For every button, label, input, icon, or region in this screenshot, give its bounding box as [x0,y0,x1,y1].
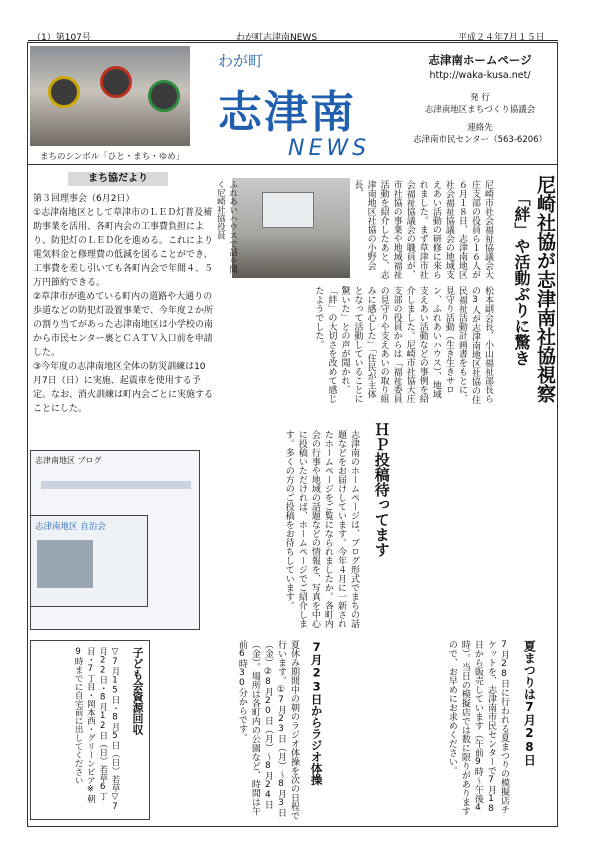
title-news: NEWS [288,136,371,161]
main-body-1 [354,180,494,280]
meeting-photo-caption: ふれあいハウスで話を聞く尼崎社協役員 [215,180,238,274]
header-rule [28,40,558,41]
publisher-block [410,52,550,145]
issue-number: （1）第107号 [32,33,91,43]
screen1-title: 志津南地区 ブログ [35,456,102,465]
symbol-yume-icon [148,80,180,112]
town-symbol-photo [30,46,190,146]
publisher-name: 志津南地区まちづくり協議会 [424,105,536,115]
recycle-item-1: ▽7月15日・8月5日（日）若草 [110,647,120,792]
summer-body: 7月28日に行われる夏まつりの模擬店チケットを、志津南市民センターで7月18日から販売しています（午前9時～午後4時）。当日の模擬店では数に限りがありますので、お早めにお求めください。 [446,640,509,816]
recycle-item-2: ▽7月22日・8月12日（日）若草 [97,647,120,812]
projector-screen [262,192,314,228]
radio-body: 夏休み期間中の朝のラジオ体操を次の日程で行います。①7月23日（月）～8月3日（金）②8月20日（月）～8月24日（金）。場所は各町内の公園など、時間は午前6時30分からです。 [236,640,299,820]
main-body-1-text: 尼崎市社会福祉協議会大庄支部の役員ら１６人が６月１８日、志津南地区社会福祉協議会の地域支えあい活動の研修に来られました。 [417,180,493,279]
main-subheadline: 「絆」や活動ぶりに驚き [512,190,531,366]
machi-dayori-body [33,192,213,416]
meeting-photo [232,178,350,278]
homepage-title: 志津南ホームページ [428,53,532,67]
title-block [196,46,401,164]
hp-headline: ＨＰ投稿待ってます [372,422,391,557]
hp-body-2: 今年４月に一新されたホームページをご覧になられましたか。 [322,430,346,628]
machi-item-2: ②草津市が進めている町内の道路や大通りの歩道などの防犯灯設置事業で、今年度２か所の割り当てがあった志津南地区は小学校の南から市民センター裏とＣＡＴＶ入口前を申請した。 [33,292,213,358]
meeting-title: 第３回理事会（6月2日） [33,194,135,204]
main-headline: 尼崎社協が志津南社協視察 [534,175,556,403]
recycle-item-4: ※朝9時までに自宅前に出してください [73,647,96,803]
hp-body [210,430,360,630]
main-body-2-text: まず草津市社会福祉協議会の職員が、市社協の事業や地域福祉活動を紹介したあと、志津南地区社協の小野会長、 [352,180,428,279]
publisher-label: 発 行 [470,93,490,103]
contact-label: 連絡先 [467,123,493,133]
contact-info: 志津南市民センター（563-6206） [412,135,548,145]
recycle-headline: 子ども会資源回収 [131,647,144,735]
machi-dayori-label: まち協だより [68,172,168,186]
machi-item-1: ①志津南地区として草津市のＬＥＤ灯普及補助事業を活用、各町内会の工事費負担により、防犯灯のＬＥＤ化を進める。これにより電気料金と修理費の低減を図ることができ、工事費を差し引いても各町内会で年間４、５万円節約できる。 [33,208,214,288]
homepage-url[interactable]: http://waka-kusa.net/ [429,70,531,81]
summer-headline: 夏まつりは7月28日 [522,640,537,766]
title-main: 志津南 [218,87,356,138]
machi-item-3: ③今年度の志津南地区全体の防災訓練は10月7日（日）に実施、起震車を使用する予定。なお、消火訓練は町内会ごとに実施することにした。 [33,362,214,414]
recycle-item-3: 6丁目・7丁目・岡本西・グリーンビア [85,647,108,801]
symbol-machi-icon [100,66,132,98]
main-body-2 [214,286,494,404]
issue-date: 平成２４年7月１５日 [458,33,545,43]
homepage-screenshot-2 [30,515,148,607]
screen2-title: 志津南地区 自治会 [35,522,106,532]
main-body-3-text: 松本副会長、小山福祉部長らの3人が志津南地区社協の住民福祉活動計画書をもとに、見守り活動（生き生きサロン、ふれあいハウス）、地域支えあい活動などの事例を紹介しました。 [404,286,493,404]
screen2-image [37,540,93,588]
hp-body-3: 各町内会の行事や地域の話題などの情報を、写真を中心に投稿いただければ、ホームページでご紹介します。多くの方のご投稿をお待ちしています。 [283,430,333,628]
symbol-caption: まちのシンボル「ひと・まち・ゆめ」 [40,152,185,162]
recycle-items [35,647,121,812]
newspaper-name: わが町志津南NEWS [236,33,318,43]
hp-body-1: 志津南のホームページは、ブログ形式でまちの話題などをお届けしています。 [335,430,359,628]
radio-headline: 7月23日からラジオ体操 [309,640,324,786]
screen1-bar [41,481,191,489]
title-waga: わが町 [218,52,264,70]
symbol-hito-icon [48,76,80,108]
main-body-4-text: 尼崎市社協大庄支部の役員からは「福祉委員の見守りや支えあいの取り組みに感心した」「住民が主体となって活動していることに驚いた」との声が聞かれ、「絆」の大切さを改めて感じたようでした。 [313,286,415,403]
recycle-box [30,640,150,820]
